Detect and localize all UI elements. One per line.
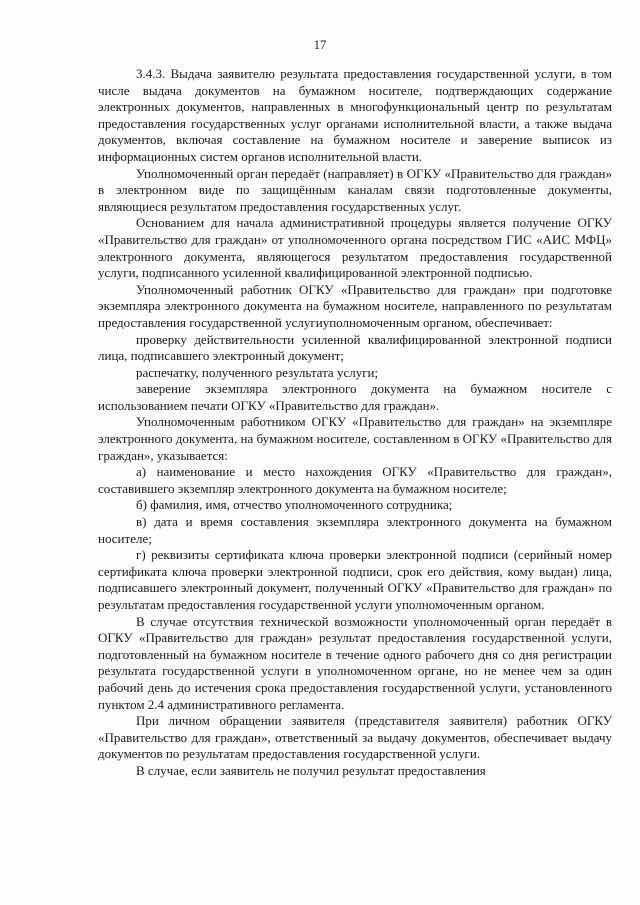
paragraph-3-4-3: 3.4.3. Выдача заявителю результата предоставления государственной услуги, в том числе выдача документов на бумажном носителе, подтверждающих содержание электронных документов, направленных в многофункциональный центр по результатам предоставления государственных услуг органами исполнительной власти, а также выдача документов, включая составление на бумажном носителе и заверение выписок из информационных систем органов исполнительной власти. xyxy=(98,66,612,164)
list-item-certification: заверение экземпляра электронного документа на бумажном носителе с использованием печати ОГКУ «Правительство для граждан». xyxy=(98,381,612,413)
list-item-a: а) наименование и место нахождения ОГКУ «Правительство для граждан», составившего экземпляр электронного документа на бумажном носителе; xyxy=(98,464,612,496)
list-item-v: в) дата и время составления экземпляра электронного документа на бумажном носителе; xyxy=(98,514,612,546)
paragraph-basis: Основанием для начала административной процедуры является получение ОГКУ «Правительство для граждан» от уполномоченного органа посредством ГИС «АИС МФЦ» электронного документа, являющегося результатом предоставления государственной услуги, подписанного усиленной квалифицированной электронной подписью. xyxy=(98,215,612,281)
page-number: 17 xyxy=(313,38,327,52)
list-item-g: г) реквизиты сертификата ключа проверки электронной подписи (серийный номер сертификата ключа проверки электронной подписи, срок его действия, кому выдан) лица, подписавшего электронный документ, полученный ОГКУ «Правительство для граждан» по результатам предоставления государственной услуги уполномоченным органом. xyxy=(98,547,612,612)
paragraph-transfer: Уполномоченный орган передаёт (направляет) в ОГКУ «Правительство для граждан» в электронном виде по защищённым каналам связи подготовленные документы, являющиеся результатом предоставления государственных услуг. xyxy=(98,165,612,214)
paragraph-no-technical-capability: В случае отсутствия технической возможности уполномоченный орган передаёт в ОГКУ «Правительство для граждан» результат предоставления государственной услуги, подготовленный на бумажном носителе в течение одного рабочего дня со дня регистрации результата государственной услуги в уполномоченном органе, но не менее чем за один рабочий день до истечения срока предоставления государственной услуги, установленного пунктом 2.4 административного регламента. xyxy=(98,613,612,712)
document-body xyxy=(98,66,612,780)
paragraph-employee-duties: Уполномоченный работник ОГКУ «Правительство для граждан» при подготовке экземпляра электронного документа на бумажном носителе, направленного по результатам предоставления государственной услугиуполномоченным органом, обеспечивает: xyxy=(98,281,612,330)
paragraph-not-received: В случае, если заявитель не получил результат предоставления xyxy=(136,762,486,778)
list-item-verification: проверку действительности усиленной квалифицированной электронной подписи лица, подписавшего электронный документ; xyxy=(98,331,612,364)
list-item-b: б) фамилия, имя, отчество уполномоченного сотрудника; xyxy=(136,497,453,513)
paragraph-personal-visit: При личном обращении заявителя (представителя заявителя) работник ОГКУ «Правительство для граждан», ответственный за выдачу документов, обеспечивает выдачу документов по результатам предоставления государственной услуги. xyxy=(98,713,612,762)
paragraph-indicated: Уполномоченным работником ОГКУ «Правительство для граждан» на экземпляре электронного документа, на бумажном носителе, составленном в ОГКУ «Правительство для граждан», указывается: xyxy=(98,414,612,463)
list-item-printout: распечатку, полученного результата услуги; xyxy=(136,364,379,380)
